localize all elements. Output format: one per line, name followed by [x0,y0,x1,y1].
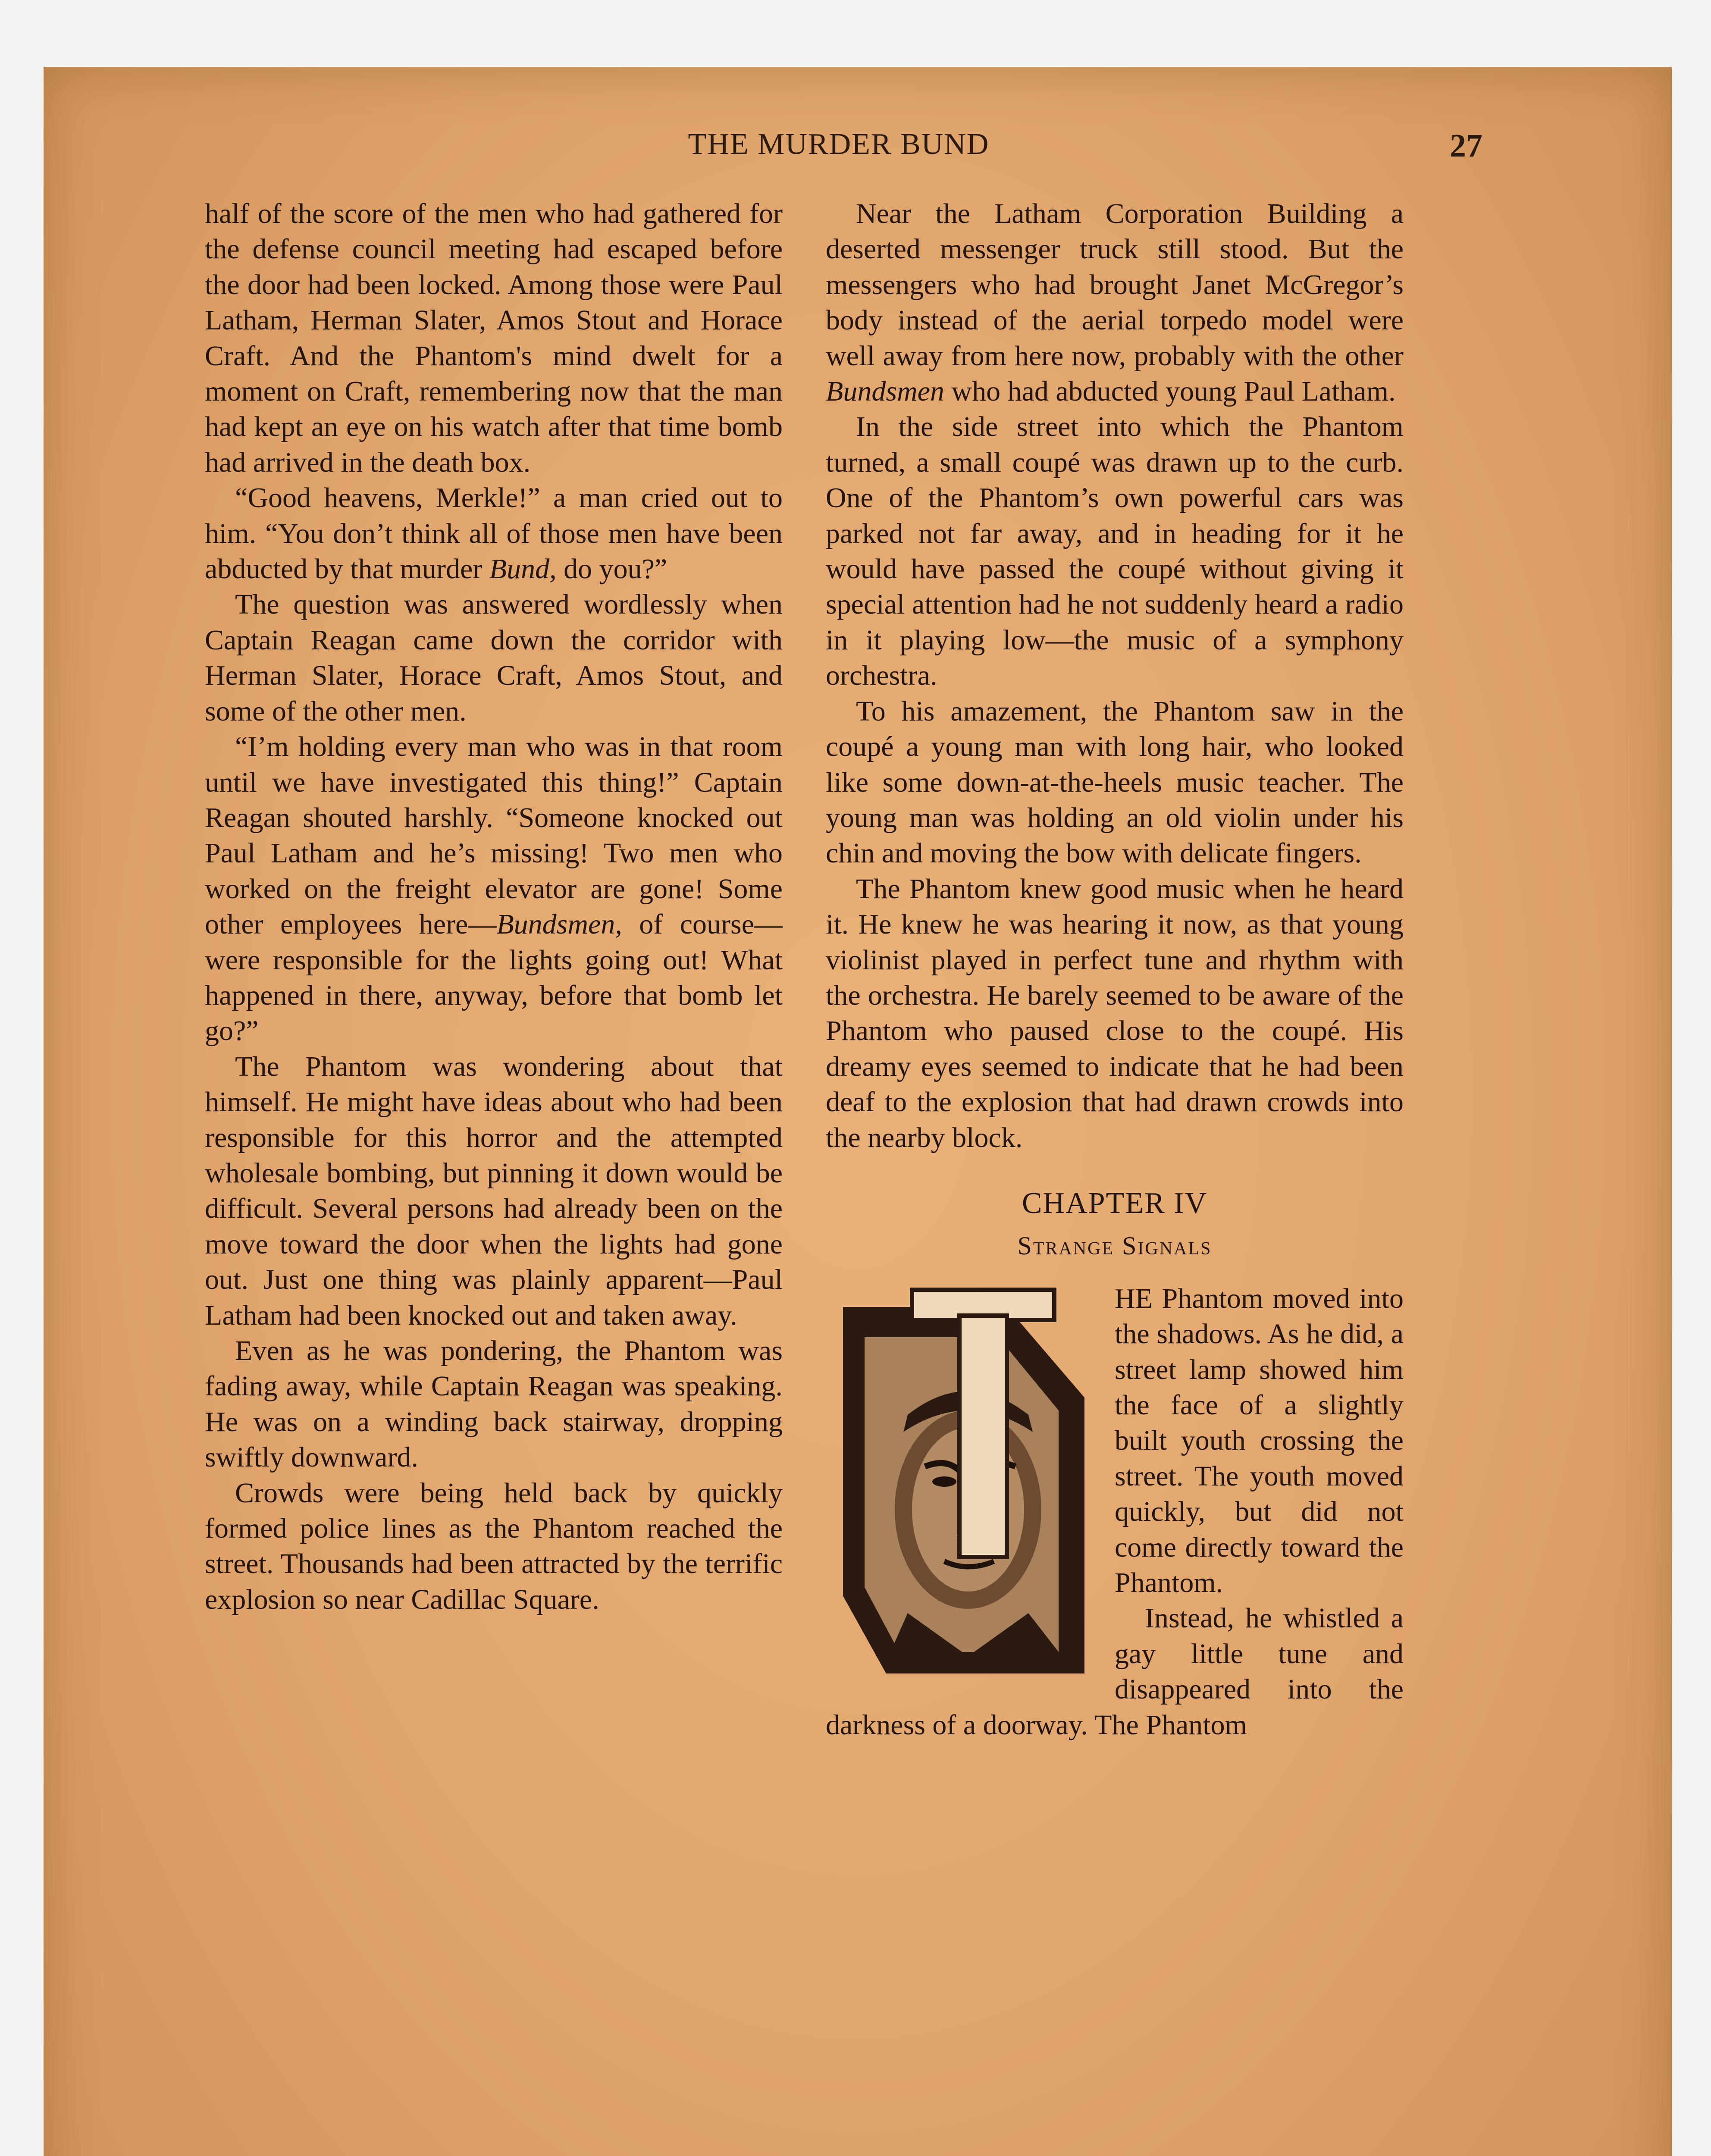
running-title: THE MURDER BUND [688,128,990,161]
paragraph: Crowds were being held back by quickly formed police lines as the Phantom reached the street. Thousands had been attracted by the terrific explosion so near Cadillac Square. [205,1477,783,1615]
paragraph: The Phantom was wondering about that himself. He might have ideas about who had been responsible for this horror and the attempted wholesale bombing, but pinning it down would be difficult. Several persons had already been on the move toward the door when the lights had gone out. Just one thing was plainly apparent—Paul Latham had been knocked out and taken away. [205,1050,783,1331]
left-column [205,196,783,1617]
paragraph: The question was answered wordlessly when Captain Reagan came down the corridor with Herman Slater, Horace Craft, Amos Stout, and some of the other men. [205,589,783,727]
paragraph: Instead, he whistled a gay little tune and disappeared into the darkness of a doorway. The Phantom [826,1602,1404,1741]
page-number: 27 [1450,128,1482,164]
paragraph: The Phantom knew good music when he heard it. He knew he was hearing it now, as that young violinist played in perfect tune and rhythm with the orchestra. He barely seemed to be aware of the Phantom who paused close to the coupé. His dreamy eyes seemed to indicate that he had been deaf to the explosion that had drawn crowds into the nearby block. [826,873,1404,1153]
paragraph: Even as he was pondering, the Phantom was fading away, while Captain Reagan was speaking. He was on a winding back stairway, dropping swiftly downward. [205,1335,783,1473]
dropcap-illustration [826,1285,1102,1682]
paragraph: HE Phantom moved into the shadows. As he did, a street lamp showed him the face of a slightly built youth crossing the street. The youth moved quickly, but did not come directly toward the Phantom. [1115,1282,1404,1599]
paragraph: In the side street into which the Phantom turned, a small coupé was drawn up to the curb. One of the Phantom’s own powerful cars was parked not far away, and in heading for it he would have passed the coupé without giving it special attention had he not suddenly heard a radio in it playing low—the music of a symphony orchestra. [826,411,1404,692]
chapter-subtitle: Strange Signals [1017,1232,1212,1260]
paragraph: “I’m holding every man who was in that room until we have investigated this thing!” Captain Reagan shouted harshly. “Someone knocked out Paul Latham and he’s missing! Two men who worked on the freight elevator are gone! Some other employees here—Bundsmen, of course—were responsible for the lights going out! What happened in there, anyway, before that bomb let go?” [205,731,783,1047]
paragraph: Near the Latham Corporation Building a deserted messenger truck still stood. But the messengers who had brought Janet McGregor’s body instead of the aerial torpedo model were well away from here now, probably with the other Bundsmen who had abducted young Paul Latham. [826,198,1404,407]
right-column [826,196,1404,1743]
chapter-title: CHAPTER IV [1022,1186,1208,1220]
paragraph: half of the score of the men who had gathered for the defense council meeting had escaped before the door had been locked. Among those were Paul Latham, Herman Slater, Amos Stout and Horace Craft. And the Phantom's mind dwelt for a moment on Craft, remembering now that the man had kept an eye on his watch after that time bomb had arrived in the death box. [205,198,783,478]
paragraph: “Good heavens, Merkle!” a man cried out to him. “You don’t think all of those men have been abducted by that murder Bund, do you?” [205,482,783,585]
paragraph: To his amazement, the Phantom saw in the coupé a young man with long hair, who looked like some down-at-the-heels music teacher. The young man was holding an old violin under his chin and moving the bow with delicate fingers. [826,695,1404,869]
